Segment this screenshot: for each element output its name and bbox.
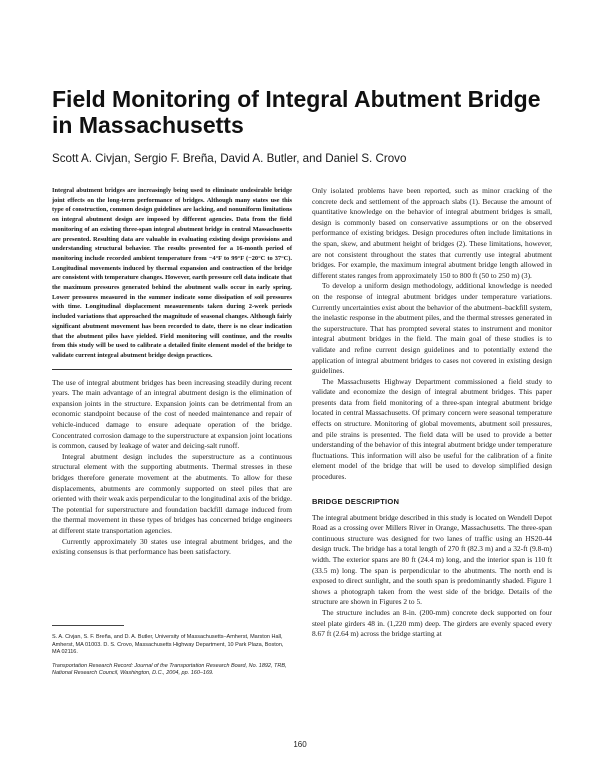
author-affiliation-footnote: S. A. Civjan, S. F. Breña, and D. A. Butler, University of Massachusetts–Amherst, Marston Hall, Amherst, MA 01003. D. S. Crovo, Massachusetts Highway Department, 10 Park Plaza, Boston, MA 02116.	[52, 634, 284, 656]
section-heading: BRIDGE DESCRIPTION	[312, 496, 400, 506]
body-paragraph: Currently approximately 30 states use integral abutment bridges, and the existing consensus is that performance has been satisfactory.	[52, 536, 292, 557]
body-paragraph: Only isolated problems have been reported, such as minor cracking of the concrete deck and settlement of the approach slabs (1). Because the amount of quantitative knowledge on the behavior of integral abutment bridges is small, design is commonly based on conservative assumptions or on the observed performance of existing bridges. Design procedures often include limitations in the span, skew, and abutment height of bridges (2). These limitations, however, are not consistent throughout the states that currently use integral abutment bridges. For example, the maximum integral abutment bridge length allowed in different states ranges from approximately 150 to 800 ft (50 to 250 m) (3).	[312, 186, 552, 280]
article-title: Field Monitoring of Integral Abutment Bridge in Massachusetts	[52, 86, 541, 138]
article-authors: Scott A. Civjan, Sergio F. Breña, David A. Butler, and Daniel S. Crovo	[52, 152, 407, 165]
citation-footnote: Transportation Research Record: Journal of the Transportation Research Board, No. 1892, TRB, National Research Council, Washington, D.C., 2004, pp. 160–169.	[52, 662, 287, 677]
body-paragraph: The Massachusetts Highway Department commissioned a field study to validate and economize the design of integral abutment bridges. This paper presents data from field monitoring of a three-span integral abutment bridge located in central Massachusetts. Of primary concern were seasonal temperature effects on structure. Monitoring of global movements, abutment soil pressures, and pile strains is presented. The field data will be used to provide a better understanding of the behavior of this integral abutment bridge under temperature fluctuations. This information will also be useful for the calibration of a finite element model of the bridge that will be used to develop simplified design procedures.	[312, 376, 552, 482]
body-paragraph: The integral abutment bridge described in this study is located on Wendell Depot Road as a crossing over Millers River in Orange, Massachusetts. The three-span continuous structure was designed for two lanes of traffic using an HS20-44 design truck. The bridge has a total length of 270 ft (82.3 m) and a 32-ft (9.8-m) width. The exterior spans are 80 ft (24.4 m) long, and the interior span is 110 ft (33.5 m) long. The span is perpendicular to the abutments. The north end is exposed to direct sunlight, and the south span is predominantly shaded. Figure 1 shows a photograph taken from the west side of the bridge. Details of the structure are shown in Figures 2 to 5.	[312, 512, 552, 607]
body-paragraph: The structure includes an 8-in. (200-mm) concrete deck supported on four steel plate girders 48 in. (1,220 mm) deep. The girders are evenly spaced every 8.67 ft (2.64 m) across the bridge starting at	[312, 607, 552, 639]
left-column	[52, 186, 292, 558]
left-body	[52, 378, 292, 558]
abstract-divider	[52, 369, 292, 370]
right-body	[312, 186, 552, 640]
page-number: 160	[293, 740, 307, 749]
body-paragraph: The use of integral abutment bridges has been increasing steadily during recent years. The main advantage of an integral abutment design is the elimination of expansion joints in the structure. Expansion joints can be detrimental from an economic standpoint because of the cost of needed maintenance and repair of vehicle-induced damage to ensure adequate operation of the bridge. Concentrated corrosion damage to the superstructure at expansion joint locations is common, caused by leakage of water and deicing-salt runoff.	[52, 377, 292, 451]
right-column	[312, 186, 552, 640]
abstract: Integral abutment bridges are increasingly being used to eliminate undesirable bridge joint effects on the long-term performance of bridges. Although many states use this type of construction, common design guidelines are lacking, and nonuniform limitations on integral abutment design are imposed by different agencies. Data from the field monitoring of an existing three-span integral abutment bridge in central Massachusetts are presented. Resulting data are valuable in evaluating existing design provisions and understanding structural behavior. The results presented for a 16-month period of monitoring include recorded ambient temperature from −4°F to 99°F (−20°C to 37°C). Longitudinal movements induced by thermal expansion and contraction of the bridge are consistent with temperature changes. However, earth pressure cell data indicate that the maximum pressures generated behind the abutment walls occur in early spring. Lower pressures measured in the summer indicate some dissipation of soil pressures with time. Longitudinal displacement measurements taken during 2-week periods included variations that approached the magnitude of seasonal changes. Although fairly significant abutment movement has been recorded to date, there is no clear indication that the abutment piles have yielded. Field monitoring will continue, and the results from this study will be used to calibrate a detailed finite element model of the bridge to validate current integral abutment bridge design practices.	[52, 187, 292, 359]
footnote-divider	[52, 625, 124, 626]
body-paragraph: Integral abutment design includes the superstructure as a continuous structural element with the supporting abutments. Thermal stresses in these bridges therefore generate movement at the abutments. To allow for these displacements, abutments are commonly supported on steel piles that are oriented with their weak axis perpendicular to the longitudinal axis of the bridge. The potential for superstructure and foundation backfill damage induced from the thermal movement in these types of bridges has concerned bridge engineers at different state transportation agencies.	[52, 451, 292, 535]
footnotes	[52, 634, 292, 678]
body-paragraph: To develop a uniform design methodology, additional knowledge is needed on the response of integral abutment bridges under temperature variations. Currently uncertainties exist about the behavior of the abutment–backfill system, the inelastic response in the abutment piles, and the thermal stresses generated in the superstructure. That has prompted several states to instrument and monitor integral abutment bridges in the field. The main goal of these studies is to validate and refine current design guidelines and to potentially extend the application of integral abutment bridges to cases not covered in existing design guidelines.	[312, 281, 552, 376]
